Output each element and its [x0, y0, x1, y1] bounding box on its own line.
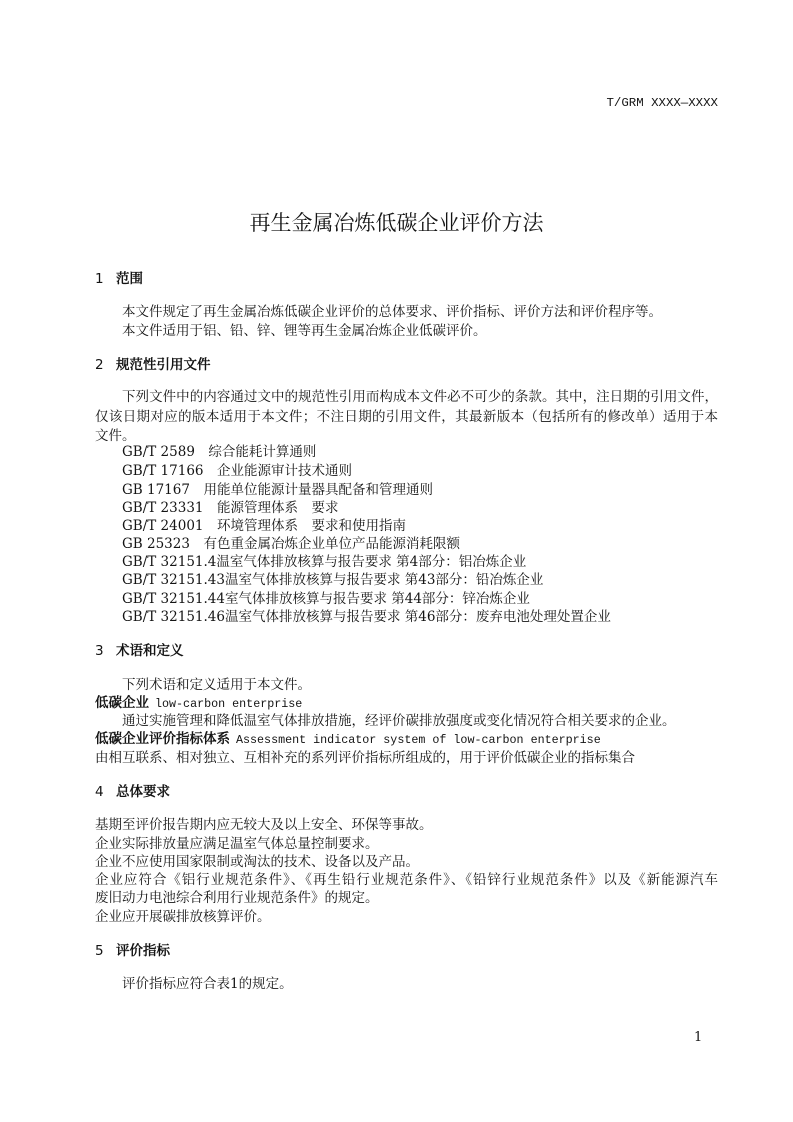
document-code: T/GRM XXXX—XXXX — [606, 96, 718, 110]
term-name: 低碳企业 — [95, 695, 149, 711]
section-title: 规范性引用文件 — [116, 357, 211, 373]
section-title: 评价指标 — [116, 943, 170, 959]
paragraph-line: 本文件适用于铝、铅、锌、锂等再生金属冶炼企业低碳评价。 — [122, 323, 487, 339]
requirement-line: 基期至评价报告期内应无较大及以上安全、环保等事故。 — [95, 817, 433, 833]
reference-item: GB/T 24001 环境管理体系 要求和使用指南 — [122, 518, 406, 534]
requirement-line: 企业实际排放量应满足温室气体总量控制要求。 — [95, 836, 379, 852]
requirement-line: 企业应符合《铝行业规范条件》、《再生铅行业规范条件》、《铅锌行业规范条件》以及《新能源汽车 — [95, 872, 718, 888]
term-entry — [95, 694, 302, 713]
term-name-english: Assessment indicator system of low-carbon enterprise — [236, 733, 601, 747]
reference-item: GB 17167 用能单位能源计量器具配备和管理通则 — [122, 482, 433, 498]
document-title: 再生金属冶炼低碳企业评价方法 — [249, 211, 544, 235]
section-title: 术语和定义 — [116, 643, 184, 659]
section-number: 1 — [95, 271, 104, 287]
section-number: 4 — [95, 784, 104, 800]
section-number: 3 — [95, 643, 104, 659]
reference-item: GB/T 2589 综合能耗计算通则 — [122, 444, 317, 460]
section-number: 2 — [95, 357, 104, 373]
section-title: 范围 — [116, 271, 143, 287]
term-definition: 由相互联系、相对独立、互相补充的系列评价指标所组成的，用于评价低碳企业的指标集合 — [95, 750, 635, 766]
reference-item: GB/T 32151.4温室气体排放核算与报告要求 第4部分：铝冶炼企业 — [122, 554, 527, 570]
paragraph-line: 下列文件中的内容通过文中的规范性引用而构成本文件必不可少的条款。其中，注日期的引用文件， — [122, 389, 718, 405]
reference-item: GB/T 32151.46温室气体排放核算与报告要求 第46部分：废弃电池处理处置企业 — [122, 609, 611, 625]
reference-item: GB/T 32151.43温室气体排放核算与报告要求 第43部分：铅冶炼企业 — [122, 572, 544, 588]
requirement-line: 废旧动力电池综合利用行业规范条件》的规定。 — [95, 890, 379, 906]
term-name-english: low-carbon enterprise — [155, 697, 303, 711]
requirement-line: 企业不应使用国家限制或淘汰的技术、设备以及产品。 — [95, 854, 419, 870]
term-name: 低碳企业评价指标体系 — [95, 731, 230, 747]
section-heading — [95, 270, 143, 289]
term-entry — [95, 730, 601, 749]
paragraph-line: 评价指标应符合表1的规定。 — [122, 976, 293, 992]
section-number: 5 — [95, 943, 104, 959]
paragraph-line: 下列术语和定义适用于本文件。 — [122, 677, 311, 693]
section-heading — [95, 942, 170, 961]
section-heading — [95, 642, 184, 661]
section-heading — [95, 356, 211, 375]
reference-item: GB/T 23331 能源管理体系 要求 — [122, 500, 339, 516]
requirement-line: 企业应开展碳排放核算评价。 — [95, 909, 271, 925]
section-heading — [95, 783, 170, 802]
paragraph-line: 本文件规定了再生金属冶炼低碳企业评价的总体要求、评价指标、评价方法和评价程序等。 — [122, 304, 662, 320]
term-definition: 通过实施管理和降低温室气体排放措施，经评价碳排放强度或变化情况符合相关要求的企业。 — [122, 713, 676, 729]
reference-item: GB/T 17166 企业能源审计技术通则 — [122, 463, 352, 479]
paragraph-line: 仅该日期对应的版本适用于本文件；不注日期的引用文件，其最新版本（包括所有的修改单）适用于本 — [95, 409, 718, 425]
reference-item: GB/T 32151.44室气体排放核算与报告要求 第44部分：锌冶炼企业 — [122, 591, 530, 607]
paragraph-line: 文件。 — [95, 428, 136, 444]
page-number: 1 — [694, 1030, 703, 1045]
section-title: 总体要求 — [116, 784, 170, 800]
reference-item: GB 25323 有色重金属冶炼企业单位产品能源消耗限额 — [122, 536, 460, 552]
